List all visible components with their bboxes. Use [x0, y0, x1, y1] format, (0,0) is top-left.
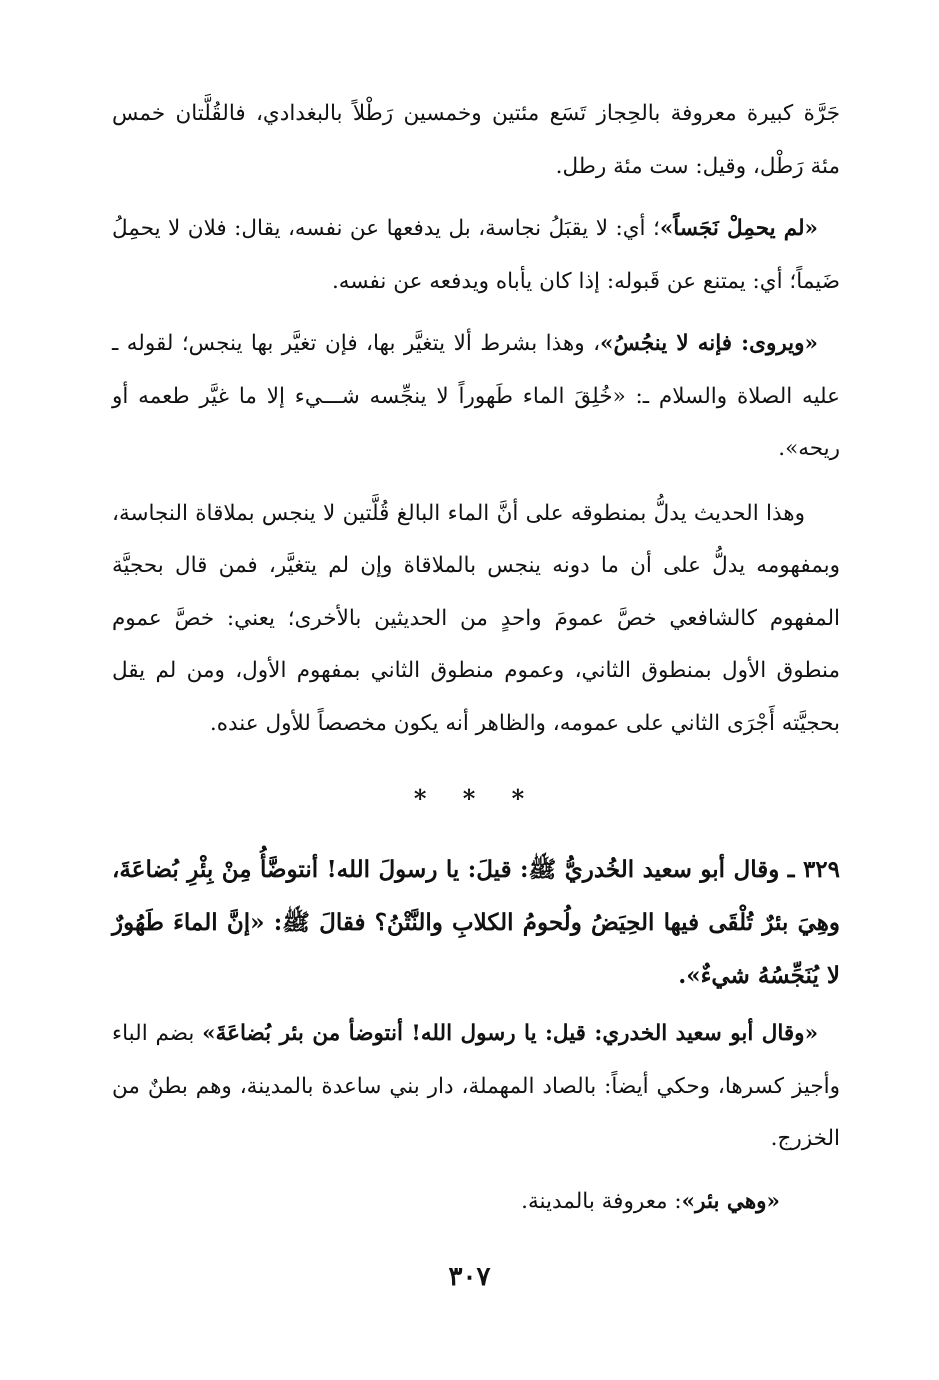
- paragraph-3: [112, 318, 840, 476]
- hadith-text: ٣٢٩ ـ وقال أبو سعيد الخُدريُّ ﷺ: قيلَ: يا رسولَ الله! أنتوضَّأُ مِنْ بِئْرِ بُضاعَةَ، وهِيَ بئرٌ تُلْقَى فيها الحِيَضُ ولُحومُ الكلابِ والنَّتْنُ؟ فقالَ ﷺ: «إنَّ الماءَ طَهُورٌ لا يُنَجِّسُهُ شيءٌ».: [112, 856, 840, 989]
- commentary-2-text: : معروفة بالمدينة.: [521, 1188, 682, 1214]
- paragraph-3-text: ، وهذا بشرط ألا يتغيَّر بها، فإن تغيَّر بها ينجس؛ لقوله ـ عليه الصلاة والسلام ـ: «خُلِقَ الماء طَهوراً لا ينجِّسه شـــيء إلا ما غيَّر طعمه أو ريحه».: [112, 331, 840, 461]
- commentary-2-lemma: «وهي بئر»: [681, 1188, 780, 1214]
- paragraph-3-lemma: «ويروى: فإنه لا ينجُسُ»: [600, 331, 818, 356]
- commentary-2: [112, 1176, 840, 1229]
- commentary-1: [112, 1008, 840, 1166]
- commentary-1-lemma: «وقال أبو سعيد الخدري: قيل: يا رسول الله! أنتوضأ من بئر بُضاعَةَ»: [202, 1021, 819, 1046]
- paragraph-2: [112, 203, 840, 308]
- paragraph-2-lemma: «لم يحمِلْ نَجَساً»: [659, 216, 818, 241]
- paragraph-2-text: ؛ أي: لا يقبَلُ نجاسة، بل يدفعها عن نفسه، يقال: فلان لا يحمِلُ ضَيماً؛ أي: يمتنع عن قَبوله: إذا كان يأباه ويدفعه عن نفسه.: [112, 216, 840, 294]
- page-body: [112, 88, 840, 1238]
- section-separator: * * *: [413, 784, 539, 813]
- paragraph-4: وهذا الحديث يدلُّ بمنطوقه على أنَّ الماء البالغ قُلَّتين لا ينجس بملاقاة النجاسة، وبمفهومه يدلُّ على أن ما دونه ينجس بالملاقاة وإن لم يتغيَّر، فمن قال بحجيَّة المفهوم كالشافعي خصَّ عمومَ واحدٍ من الحديثين بالأخرى؛ يعني: خصَّ عموم منطوق الأول بمنطوق الثاني، وعموم منطوق الثاني بمفهوم الأول، ومن لم يقل بحجيَّته أَجْرَى الثاني على عمومه، والظاهر أنه يكون مخصصاً للأول عنده.: [112, 500, 840, 736]
- paragraph-1: جَرَّة كبيرة معروفة بالحِجاز تَسَع مئتين وخمسين رَطْلاً بالبغدادي، فالقُلَّتان خمس مئة رَطْل، وقيل: ست مئة رطل.: [112, 101, 840, 179]
- page-number: ٣٠٧: [448, 1262, 491, 1292]
- commentary-1-text: بضم الباء وأجيز كسرها، وحكي أيضاً: بالصاد المهملة، دار بني ساعدة بالمدينة، وهم بطنٌ من الخزرج.: [112, 1021, 840, 1151]
